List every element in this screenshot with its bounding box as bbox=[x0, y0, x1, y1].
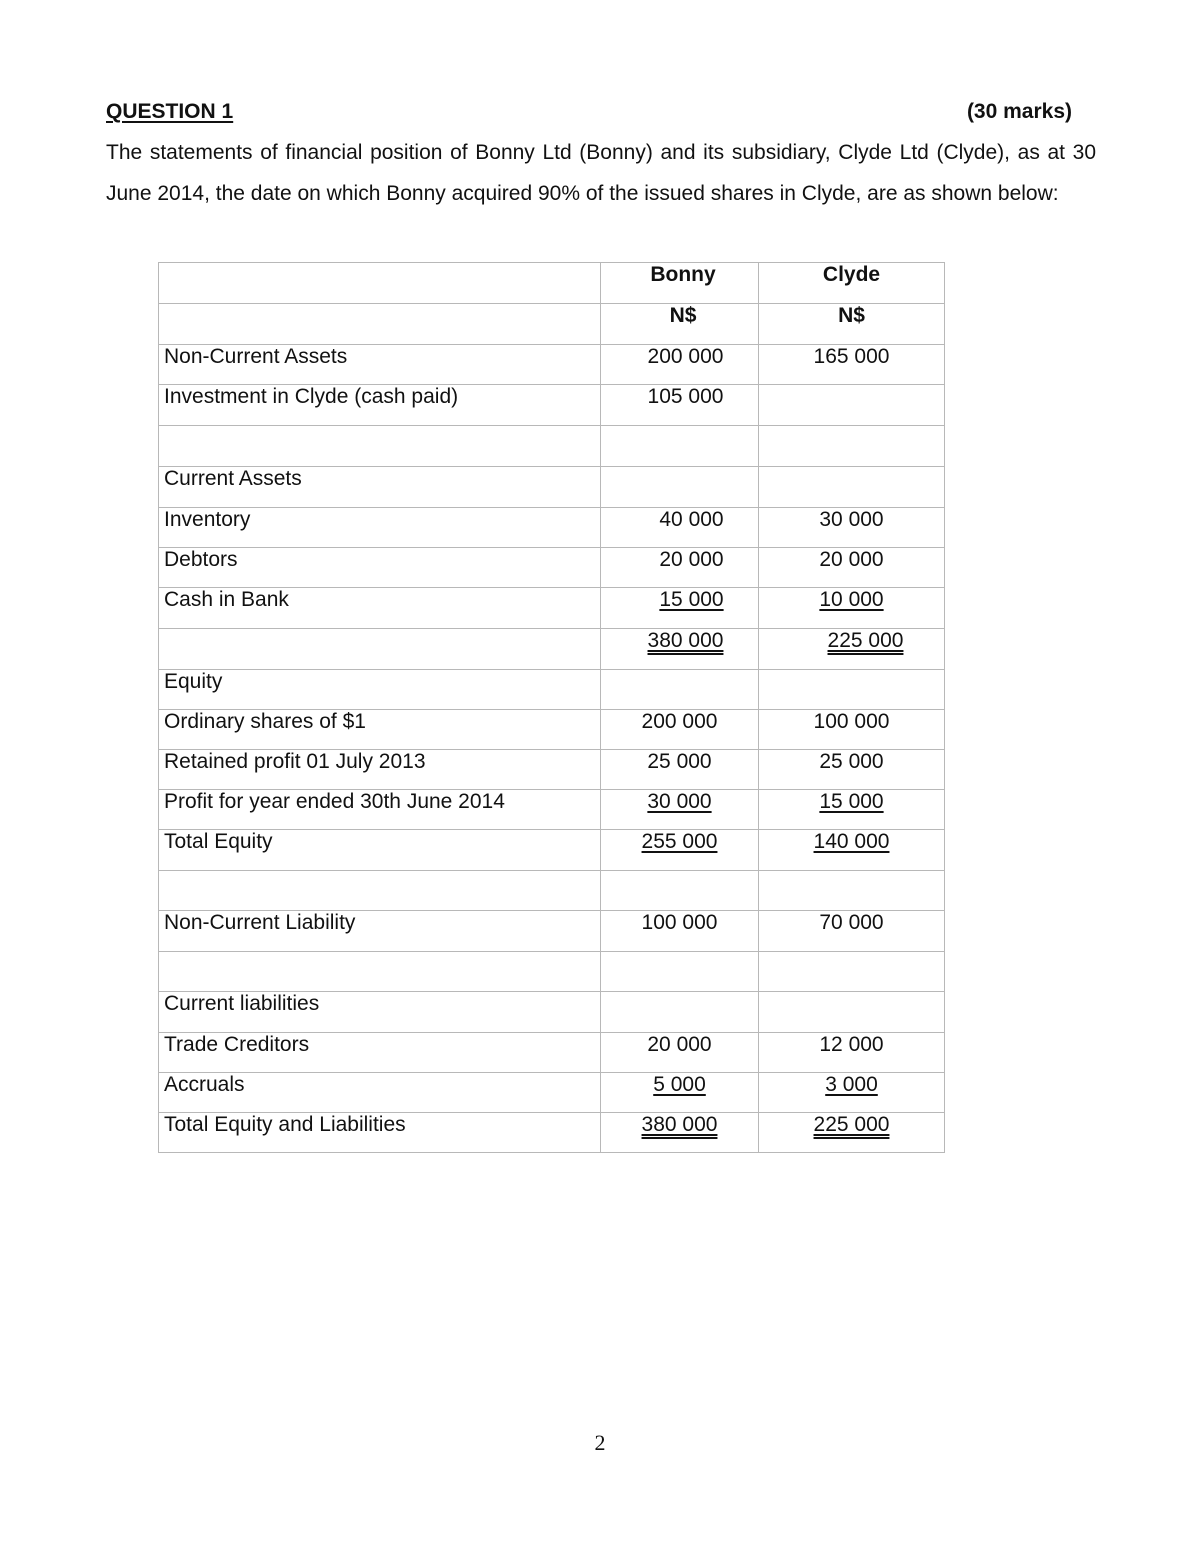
row-label: Current liabilities bbox=[159, 992, 601, 1033]
clyde-value: 100 000 bbox=[813, 710, 890, 733]
bonny-value-cell bbox=[601, 385, 759, 426]
financial-position-table-body bbox=[159, 263, 945, 1153]
question-marks: (30 marks) bbox=[966, 100, 1072, 123]
bonny-value-cell bbox=[601, 629, 759, 670]
clyde-value: 140 000 bbox=[813, 830, 890, 853]
clyde-value-cell bbox=[759, 911, 945, 952]
row-label bbox=[159, 952, 601, 992]
bonny-value: 380 000 bbox=[641, 1113, 718, 1136]
clyde-value-cell bbox=[759, 588, 945, 629]
header-label-cell bbox=[159, 263, 601, 304]
clyde-value-cell bbox=[759, 952, 945, 992]
bonny-value: 20 000 bbox=[659, 548, 724, 571]
bonny-value: 15 000 bbox=[659, 588, 724, 611]
row-label: Total Equity and Liabilities bbox=[159, 1113, 601, 1153]
clyde-value: 225 000 bbox=[827, 629, 904, 652]
bonny-value-cell bbox=[601, 426, 759, 467]
intro-paragraph: The statements of financial position of Bonny Ltd (Bonny) and its subsidiary, Clyde Ltd (Clyde), as at 30 June 2014, the date on which Bonny acquired 90% of the issued shares in Clyde, are as shown below: bbox=[106, 141, 1096, 205]
clyde-value-cell bbox=[759, 1033, 945, 1073]
header-bonny-cell: N$ bbox=[601, 304, 759, 345]
clyde-value: 70 000 bbox=[819, 911, 884, 934]
bonny-value-cell bbox=[601, 588, 759, 629]
clyde-value: 20 000 bbox=[819, 548, 884, 571]
row-label: Equity bbox=[159, 670, 601, 710]
clyde-value: 25 000 bbox=[819, 750, 884, 773]
bonny-value-cell bbox=[601, 790, 759, 830]
table-row bbox=[159, 750, 945, 790]
clyde-value-cell bbox=[759, 830, 945, 871]
clyde-value-cell bbox=[759, 508, 945, 548]
row-label bbox=[159, 871, 601, 911]
clyde-value: 3 000 bbox=[825, 1073, 878, 1096]
bonny-value-cell bbox=[601, 830, 759, 871]
clyde-value-cell bbox=[759, 710, 945, 750]
clyde-value-cell bbox=[759, 750, 945, 790]
clyde-value-cell bbox=[759, 345, 945, 385]
clyde-value: 30 000 bbox=[819, 508, 884, 531]
bonny-value-cell bbox=[601, 750, 759, 790]
clyde-value-cell bbox=[759, 871, 945, 911]
table-row bbox=[159, 670, 945, 710]
bonny-value-cell bbox=[601, 345, 759, 385]
bonny-value: 105 000 bbox=[647, 385, 724, 408]
bonny-value: 40 000 bbox=[659, 508, 724, 531]
clyde-value-cell bbox=[759, 385, 945, 426]
bonny-value-cell bbox=[601, 952, 759, 992]
bonny-value-cell bbox=[601, 871, 759, 911]
bonny-value-cell bbox=[601, 467, 759, 508]
header-clyde-cell: N$ bbox=[759, 304, 945, 345]
clyde-value: 225 000 bbox=[813, 1113, 890, 1136]
header-bonny-cell: Bonny bbox=[601, 263, 759, 304]
clyde-value-cell bbox=[759, 426, 945, 467]
clyde-value-cell bbox=[759, 790, 945, 830]
row-label bbox=[159, 426, 601, 467]
table-row bbox=[159, 871, 945, 911]
bonny-value: 380 000 bbox=[647, 629, 724, 652]
row-label: Total Equity bbox=[159, 830, 601, 871]
table-row bbox=[159, 467, 945, 508]
table-row bbox=[159, 385, 945, 426]
bonny-value-cell bbox=[601, 548, 759, 588]
bonny-value: 100 000 bbox=[641, 911, 718, 934]
question-header bbox=[106, 100, 1072, 128]
table-row bbox=[159, 508, 945, 548]
bonny-value: 255 000 bbox=[641, 830, 718, 853]
table-row bbox=[159, 1073, 945, 1113]
clyde-value-cell bbox=[759, 992, 945, 1033]
table-row bbox=[159, 426, 945, 467]
table-row bbox=[159, 629, 945, 670]
clyde-value-cell bbox=[759, 467, 945, 508]
clyde-value-cell bbox=[759, 548, 945, 588]
page-number: 2 bbox=[594, 1430, 606, 1455]
bonny-value: 5 000 bbox=[653, 1073, 706, 1096]
bonny-value-cell bbox=[601, 1033, 759, 1073]
clyde-value: 165 000 bbox=[813, 345, 890, 368]
clyde-value-cell bbox=[759, 1113, 945, 1153]
table-row bbox=[159, 1113, 945, 1153]
table-row bbox=[159, 1033, 945, 1073]
row-label: Cash in Bank bbox=[159, 588, 601, 629]
clyde-value-cell bbox=[759, 629, 945, 670]
bonny-value-cell bbox=[601, 710, 759, 750]
row-label: Accruals bbox=[159, 1073, 601, 1113]
bonny-value: 200 000 bbox=[641, 710, 718, 733]
row-label: Inventory bbox=[159, 508, 601, 548]
table-header-row bbox=[159, 263, 945, 304]
bonny-value-cell bbox=[601, 1073, 759, 1113]
clyde-value: 10 000 bbox=[819, 588, 884, 611]
row-label: Non-Current Liability bbox=[159, 911, 601, 952]
table-row bbox=[159, 952, 945, 992]
financial-position-table bbox=[158, 262, 945, 1153]
bonny-value: 25 000 bbox=[647, 750, 712, 773]
clyde-value-cell bbox=[759, 1073, 945, 1113]
table-row bbox=[159, 710, 945, 750]
clyde-value: 15 000 bbox=[819, 790, 884, 813]
bonny-value-cell bbox=[601, 670, 759, 710]
row-label: Current Assets bbox=[159, 467, 601, 508]
row-label: Profit for year ended 30th June 2014 bbox=[159, 790, 601, 830]
row-label: Ordinary shares of $1 bbox=[159, 710, 601, 750]
table-row bbox=[159, 588, 945, 629]
bonny-value-cell bbox=[601, 508, 759, 548]
row-label: Non-Current Assets bbox=[159, 345, 601, 385]
bonny-value: 30 000 bbox=[647, 790, 712, 813]
table-row bbox=[159, 345, 945, 385]
bonny-value: 200 000 bbox=[647, 345, 724, 368]
clyde-value-cell bbox=[759, 670, 945, 710]
table-row bbox=[159, 830, 945, 871]
table-row bbox=[159, 790, 945, 830]
row-label: Retained profit 01 July 2013 bbox=[159, 750, 601, 790]
row-label: Debtors bbox=[159, 548, 601, 588]
header-clyde-cell: Clyde bbox=[759, 263, 945, 304]
table-row bbox=[159, 992, 945, 1033]
row-label bbox=[159, 629, 601, 670]
row-label: Investment in Clyde (cash paid) bbox=[159, 385, 601, 426]
bonny-value-cell bbox=[601, 911, 759, 952]
table-row bbox=[159, 548, 945, 588]
header-label-cell bbox=[159, 304, 601, 345]
question-title: QUESTION 1 bbox=[106, 100, 234, 123]
table-row bbox=[159, 911, 945, 952]
row-label: Trade Creditors bbox=[159, 1033, 601, 1073]
clyde-value: 12 000 bbox=[819, 1033, 884, 1056]
bonny-value-cell bbox=[601, 1113, 759, 1153]
table-header-row bbox=[159, 304, 945, 345]
bonny-value-cell bbox=[601, 992, 759, 1033]
bonny-value: 20 000 bbox=[647, 1033, 712, 1056]
